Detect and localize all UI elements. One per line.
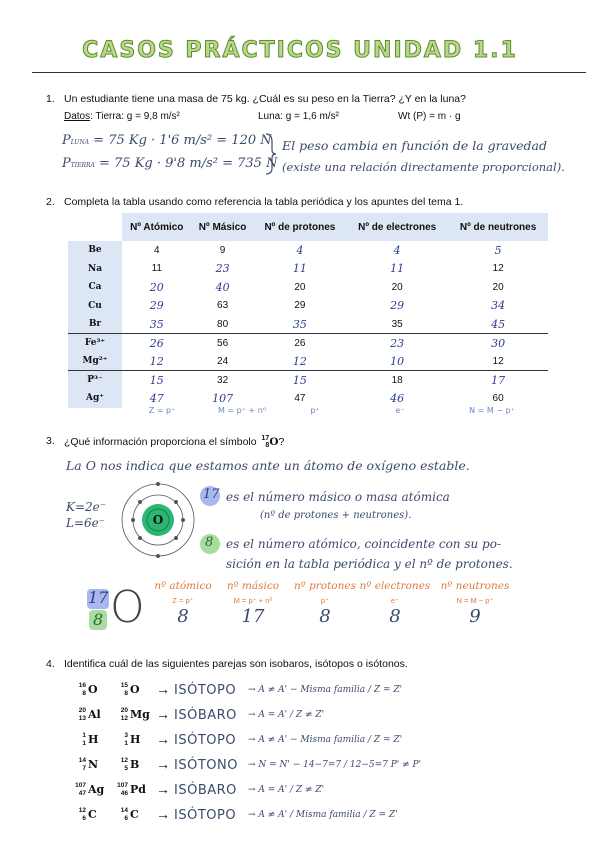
element-symbol: P³⁻ <box>68 371 122 390</box>
table-cell: 18 <box>346 371 448 390</box>
iso-b-mass: 12 <box>120 757 128 764</box>
table-cell: 40 <box>215 280 230 294</box>
element-symbol: Ag⁺ <box>68 389 122 408</box>
q1-datos <box>64 111 180 122</box>
col-header: Nº de electrones <box>346 213 448 241</box>
iso-a-element: Ag <box>88 783 105 796</box>
arrow-icon: → <box>156 706 170 722</box>
iso-note: → A ≠ A' − Misma familia / Z = Z' <box>248 685 403 695</box>
q2-text: Completa la tabla usando como referencia la tabla periódica y los apuntes del tema 1. <box>64 196 464 208</box>
element-symbol: Cu <box>68 297 122 316</box>
q1-text: Un estudiante tiene una masa de 75 kg. ¿Cuál es su peso en la Tierra? ¿Y en la luna? <box>64 93 466 105</box>
iso-a-element: C <box>88 808 97 821</box>
table-cell: 60 <box>492 392 504 404</box>
table-cell: 20 <box>294 281 306 293</box>
q3-col-value: 8 <box>177 606 189 627</box>
iso-b-z: 8 <box>124 690 128 697</box>
datos-tierra: : Tierra: g = 9,8 m/s² <box>90 111 180 122</box>
q4-number: 4. <box>46 658 55 670</box>
iso-a-z: 47 <box>78 790 86 797</box>
q3-col-sub: Z = p⁺ <box>172 596 194 605</box>
col-header: Nº de neutrones <box>448 213 548 241</box>
iso-a-mass: 12 <box>78 807 86 814</box>
table-cell: 20 <box>391 281 403 293</box>
q1-note-2: (existe una relación directamente proporcional). <box>282 160 565 174</box>
table-cell: 35 <box>391 318 403 330</box>
table-corner <box>68 213 122 241</box>
page-title: CASOS PRÁCTICOS UNIDAD 1.1 <box>82 38 518 63</box>
iso-a-z: 7 <box>82 765 86 772</box>
table-row <box>68 334 548 353</box>
z-text-1: es el número atómico, coincidente con su po- <box>226 537 502 551</box>
iso-b-z: 5 <box>124 765 128 772</box>
table-cell: 63 <box>217 300 229 312</box>
q3-col-sub: p⁺ <box>320 596 330 605</box>
q3-col-title: nº atómico <box>154 580 212 592</box>
table-cell: 107 <box>212 391 234 405</box>
table-cell: 46 <box>390 391 405 405</box>
element-symbol: Ca <box>68 278 122 297</box>
iso-a-mass: 107 <box>75 782 86 789</box>
table-row <box>68 315 548 334</box>
iso-a-z: 8 <box>82 690 86 697</box>
footnote-n: N = M − p⁺ <box>469 406 515 415</box>
q3-col-title: nº protones <box>293 580 356 592</box>
q3-col-value: 17 <box>241 606 265 627</box>
datos-formula: Wt (P) = m · g <box>398 111 461 122</box>
table-cell: 4 <box>153 244 160 256</box>
iso-b-element: C <box>130 808 139 821</box>
table-row <box>68 389 548 408</box>
q3-col-value: 8 <box>319 606 331 627</box>
table-row <box>68 297 548 316</box>
footnote-m: M = p⁺ + n⁰ <box>217 406 267 415</box>
calc-tierra: PTIERRA = 75 Kg · 9'8 m/s² = 735 N <box>62 156 278 171</box>
q3-col-value: 9 <box>469 606 481 627</box>
iso-b-mass: 107 <box>117 782 128 789</box>
table-row <box>68 352 548 371</box>
table-cell: 12 <box>492 263 504 275</box>
z-num: 8 <box>205 535 214 550</box>
list-item <box>70 707 590 729</box>
table-cell: 4 <box>393 243 401 257</box>
element-symbol: Na <box>68 260 122 279</box>
q3-col-sub: N = M − p⁺ <box>456 596 494 605</box>
q3-col-sub: e⁻ <box>390 596 400 605</box>
iso-b-z: 12 <box>120 715 128 722</box>
calc-luna: PLUNA = 75 Kg · 1'6 m/s² = 120 N <box>62 133 272 148</box>
symbol-indices: 17 8 <box>261 435 270 449</box>
arrow-icon: → <box>156 731 170 747</box>
iso-classification: ISÓBARO <box>174 708 237 723</box>
footnote-z: Z = p⁺ <box>148 406 176 415</box>
iso-b-mass: 20 <box>120 707 128 714</box>
datos-luna: Luna: g = 1,6 m/s² <box>258 111 339 122</box>
table-cell: 9 <box>219 244 226 256</box>
table-cell: 12 <box>149 354 164 368</box>
q3-col-title: nº electrones <box>359 580 431 592</box>
iso-classification: ISÓTOPO <box>174 733 237 748</box>
q3-intro: La O nos indica que estamos ante un átomo de oxígeno estable. <box>66 458 470 473</box>
shell-l: L=6e⁻ <box>66 516 106 530</box>
footnote-e: e⁻ <box>395 406 405 415</box>
iso-b-mass: 14 <box>120 807 128 814</box>
table-cell: 32 <box>192 371 254 390</box>
iso-b-z: 1 <box>124 740 128 747</box>
iso-note: → N = N' − 14−7=7 / 12−5=7 P' ≠ P' <box>248 760 422 770</box>
table-row <box>68 278 548 297</box>
list-item <box>70 732 590 754</box>
table-cell: 10 <box>390 354 405 368</box>
iso-a-z: 13 <box>78 715 86 722</box>
list-item <box>70 782 590 804</box>
footnote-p: p⁺ <box>310 406 320 415</box>
table-cell: 47 <box>149 391 164 405</box>
iso-a-mass: 1 <box>82 732 86 739</box>
table-cell: 26 <box>122 334 192 353</box>
table-cell: 23 <box>215 262 230 276</box>
table-cell: 4 <box>296 243 304 257</box>
iso-classification: ISÓTOPO <box>174 683 237 698</box>
col-header: Nº Atómico <box>122 213 192 241</box>
shell-k: K=2e⁻ <box>66 500 107 514</box>
table-cell: 20 <box>149 280 164 294</box>
iso-b-mass: 3 <box>124 732 128 739</box>
table-cell: 11 <box>390 262 405 276</box>
mass-num: 17 <box>203 487 220 502</box>
table-cell: 35 <box>149 317 164 331</box>
iso-b-z: 46 <box>120 790 128 797</box>
list-item <box>70 757 590 779</box>
periodic-data-table <box>68 213 548 408</box>
datos-label: Datos <box>64 111 91 122</box>
list-item <box>70 682 590 704</box>
iso-note: → A ≠ A' / Misma familia / Z = Z' <box>248 810 398 820</box>
iso-b-element: Pd <box>130 783 146 796</box>
arrow-icon: → <box>156 781 170 797</box>
table-cell: 20 <box>492 281 504 293</box>
big-z: 8 <box>93 610 104 629</box>
brace-icon <box>264 132 278 176</box>
atom-label: O <box>152 513 164 527</box>
table-cell: 17 <box>448 371 548 390</box>
mass-sub: (nº de protones + neutrones). <box>260 510 412 521</box>
table-header-row <box>68 213 548 241</box>
element-symbol: Br <box>68 315 122 334</box>
iso-b-element: O <box>130 683 140 696</box>
table-row <box>68 260 548 279</box>
table-cell: 12 <box>492 355 504 367</box>
table-cell: 12 <box>292 354 307 368</box>
iso-a-mass: 16 <box>78 682 86 689</box>
iso-a-mass: 20 <box>78 707 86 714</box>
iso-b-element: H <box>130 733 141 746</box>
big-mass: 17 <box>88 588 109 607</box>
table-row <box>68 241 548 260</box>
arrow-icon: → <box>156 756 170 772</box>
table-cell: 29 <box>294 300 306 312</box>
q1-note-1: El peso cambia en función de la gravedad <box>282 138 547 153</box>
table-cell: 56 <box>192 334 254 353</box>
table-cell: 23 <box>346 334 448 353</box>
iso-note: → A ≠ A' − Misma familia / Z = Z' <box>248 735 403 745</box>
iso-a-element: Al <box>88 708 101 721</box>
iso-a-element: H <box>88 733 99 746</box>
element-symbol: Mg²⁺ <box>68 352 122 371</box>
q3-col-value: 8 <box>389 606 401 627</box>
iso-a-element: N <box>88 758 99 771</box>
table-cell: 35 <box>292 317 307 331</box>
table-cell: 29 <box>149 299 164 313</box>
iso-a-element: O <box>88 683 98 696</box>
table-cell: 45 <box>491 317 506 331</box>
iso-b-element: B <box>130 758 140 771</box>
table-cell: 30 <box>448 334 548 353</box>
table-cell: 15 <box>122 371 192 390</box>
table-cell: 11 <box>151 263 162 275</box>
iso-a-z: 6 <box>82 815 86 822</box>
arrow-icon: → <box>156 681 170 697</box>
arrow-icon: → <box>156 806 170 822</box>
mass-text: es el número másico o masa atómica <box>226 490 450 504</box>
iso-classification: ISÓBARO <box>174 783 237 798</box>
iso-a-mass: 14 <box>78 757 86 764</box>
col-header: Nº Másico <box>192 213 254 241</box>
col-header: Nº de protones <box>254 213 347 241</box>
q4-text: Identifica cuál de las siguientes parejas son isobaros, isótopos o isótonos. <box>64 658 408 670</box>
element-symbol: Be <box>68 241 122 260</box>
table-row <box>68 371 548 390</box>
iso-classification: ISÓTONO <box>174 758 238 773</box>
z-text-2: sición en la tabla periódica y el nº de protones. <box>226 557 513 571</box>
q3-col-title: nº másico <box>226 580 280 592</box>
table-cell: 80 <box>217 318 229 330</box>
table-cell: 34 <box>491 299 506 313</box>
iso-b-mass: 15 <box>120 682 128 689</box>
element-symbol: Fe³⁺ <box>68 334 122 353</box>
table-cell: 29 <box>390 299 405 313</box>
big-element: O <box>110 582 145 633</box>
table-cell: 5 <box>494 243 502 257</box>
iso-b-element: Mg <box>130 708 150 721</box>
table-cell: 24 <box>217 355 229 367</box>
title-divider <box>32 72 586 73</box>
q3-col-sub: M = p⁺ + n⁰ <box>233 596 273 605</box>
q2-number: 2. <box>46 196 55 208</box>
q3-col-title: nº neutrones <box>440 580 510 592</box>
table-cell: 11 <box>292 262 307 276</box>
q1-number: 1. <box>46 93 55 105</box>
list-item <box>70 807 590 829</box>
iso-b-z: 6 <box>124 815 128 822</box>
iso-classification: ISÓTOPO <box>174 808 237 823</box>
iso-a-z: 1 <box>82 740 86 747</box>
q3-text: ¿Qué información proporciona el símbolo 17 8O? <box>64 435 285 449</box>
q3-number: 3. <box>46 435 55 447</box>
table-cell: 15 <box>254 371 347 390</box>
iso-note: → A = A' / Z ≠ Z' <box>248 785 325 795</box>
table-cell: 47 <box>294 392 306 404</box>
table-cell: 26 <box>254 334 347 353</box>
iso-note: → A = A' / Z ≠ Z' <box>248 710 325 720</box>
